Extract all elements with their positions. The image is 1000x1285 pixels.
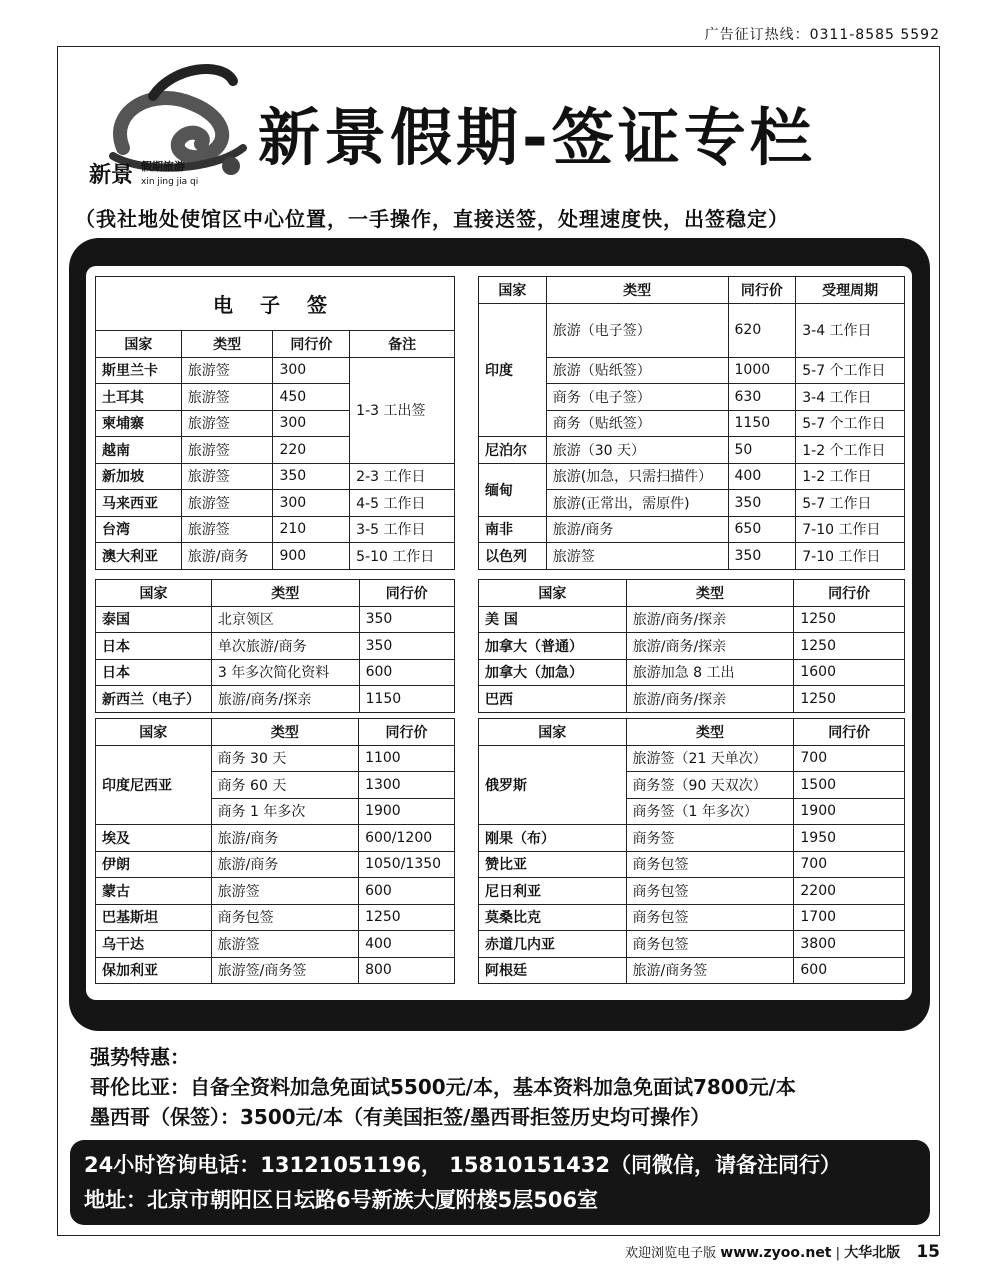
price-cell: 2200 [794,878,905,905]
col-header: 同行价 [728,277,796,304]
type-cell: 旅游签/商务签 [211,957,358,984]
type-cell: 商务（贴纸签） [546,410,728,437]
type-cell: 旅游签 [181,463,273,490]
period-cell: 5-7 个工作日 [796,410,905,437]
note-cell: 4-5 工作日 [350,490,455,517]
note-cell: 1-3 工出签 [350,357,455,463]
footer-url[interactable]: www.zyoo.net [720,1245,832,1261]
specials-mexico: 墨西哥（保签）：3500元/本（有美国拒签/墨西哥拒签历史均可操作） [90,1105,711,1129]
country-cell: 美 国 [479,606,627,633]
table-row [479,931,905,958]
type-cell: 旅游签 [181,410,273,437]
price-cell: 1900 [359,798,455,825]
type-cell: 商务 1 年多次 [211,798,358,825]
business-visa-table-left [95,718,455,984]
price-cell: 1250 [794,606,905,633]
price-cell: 1100 [359,745,455,772]
type-cell: 旅游/商务/探亲 [626,606,794,633]
type-cell: 旅游/商务/探亲 [211,686,359,713]
footer-edition: 大华北版 [844,1245,901,1261]
type-cell: 旅游签 [211,878,358,905]
period-cell: 1-2 工作日 [796,463,905,490]
country-cell: 斯里兰卡 [96,357,182,384]
country-cell: 赞比亚 [479,851,627,878]
col-header: 类型 [211,580,359,607]
type-cell: 旅游签 [181,516,273,543]
type-cell: 旅游签 [181,437,273,464]
type-cell: 商务包签 [211,904,358,931]
price-cell: 1900 [794,798,905,825]
country-cell: 阿根廷 [479,957,627,984]
col-header: 备注 [350,331,455,358]
country-cell: 印度尼西亚 [96,745,212,825]
type-cell: 旅游/商务 [546,516,728,543]
type-cell: 旅游签（21 天单次） [626,745,794,772]
country-cell: 南非 [479,516,547,543]
period-cell: 1-2 个工作日 [796,437,905,464]
price-cell: 620 [728,303,796,357]
table-row [479,686,905,713]
type-cell: 旅游/商务 [211,851,358,878]
price-cell: 1250 [794,686,905,713]
price-cell: 220 [273,437,350,464]
table-row [96,490,455,517]
country-cell: 伊朗 [96,851,212,878]
country-cell: 蒙古 [96,878,212,905]
contact-box [70,1140,930,1225]
price-cell: 1250 [359,904,455,931]
americas-table [478,579,905,713]
table-row [479,437,905,464]
type-cell: 旅游签 [181,357,273,384]
country-cell: 加拿大（加急） [479,659,627,686]
price-cell: 600 [359,878,455,905]
col-header: 类型 [211,719,358,746]
price-cell: 600 [794,957,905,984]
price-cell: 630 [728,384,796,411]
type-cell: 商务签（1 年多次） [626,798,794,825]
type-cell: 旅游/商务/探亲 [626,686,794,713]
col-header: 受理周期 [796,277,905,304]
table-row [96,745,455,772]
price-cell: 1300 [359,772,455,799]
price-cell: 600/1200 [359,825,455,852]
contact-address: 地址：北京市朝阳区日坛路6号新族大厦附楼5层506室 [84,1188,599,1212]
type-cell: 旅游签 [546,543,728,570]
footer-welcome: 欢迎浏览电子版 [625,1246,717,1261]
logo-swirl-icon [120,98,222,157]
footer-separator: | [835,1246,841,1261]
table-row [479,516,905,543]
price-cell: 300 [273,490,350,517]
type-cell: 商务（电子签） [546,384,728,411]
table-row [479,904,905,931]
price-cell: 400 [359,931,455,958]
country-cell: 日本 [96,633,212,660]
table-row [96,357,455,384]
price-cell: 1500 [794,772,905,799]
table-row [479,543,905,570]
price-cell: 700 [794,745,905,772]
price-cell: 350 [728,543,796,570]
col-header: 类型 [546,277,728,304]
table-row [96,633,455,660]
country-cell: 印度 [479,303,547,437]
contact-phone: 24小时咨询电话：13121051196， 15810151432（同微信，请备注同行） [84,1153,841,1177]
table-row [96,543,455,570]
type-cell: 商务包签 [626,878,794,905]
period-cell: 7-10 工作日 [796,516,905,543]
col-header: 国家 [479,580,627,607]
price-cell: 1250 [794,633,905,660]
col-header: 国家 [96,331,182,358]
type-cell: 商务包签 [626,851,794,878]
country-cell: 巴基斯坦 [96,904,212,931]
asia-pacific-table [95,579,455,713]
country-cell: 土耳其 [96,384,182,411]
period-cell: 5-7 个工作日 [796,357,905,384]
business-visa-table-right [478,718,905,984]
country-cell: 马来西亚 [96,490,182,517]
table-row [479,957,905,984]
price-cell: 1600 [794,659,905,686]
country-cell: 莫桑比克 [479,904,627,931]
type-cell: 商务签（90 天双次） [626,772,794,799]
table-row [96,463,455,490]
price-cell: 1150 [359,686,454,713]
table-row [96,904,455,931]
table-row [96,931,455,958]
country-cell: 新西兰（电子） [96,686,212,713]
price-cell: 700 [794,851,905,878]
ad-hotline: 广告征订热线：0311-8585 5592 [704,27,940,43]
table-row [479,878,905,905]
country-cell: 刚果（布） [479,825,627,852]
table-row [96,878,455,905]
type-cell: 旅游/商务 [211,825,358,852]
evisa-table [95,276,455,570]
evisa-title: 电 子 签 [96,277,455,331]
price-cell: 350 [273,463,350,490]
price-cell: 900 [273,543,350,570]
type-cell: 旅游（30 天） [546,437,728,464]
table-row [96,686,455,713]
logo-brand-sub: 假期旅游 [141,160,185,173]
price-cell: 650 [728,516,796,543]
agency-logo [83,56,268,191]
type-cell: 旅游/商务/探亲 [626,633,794,660]
type-cell: 旅游/商务签 [626,957,794,984]
page-title: 新景假期-签证专栏 [258,101,816,174]
col-header: 同行价 [359,580,454,607]
logo-pinyin: xin jing jia qi [141,177,199,187]
table-row [96,851,455,878]
country-cell: 泰国 [96,606,212,633]
price-cell: 350 [359,606,454,633]
table-row [96,957,455,984]
price-cell: 1950 [794,825,905,852]
type-cell: 旅游（贴纸签） [546,357,728,384]
country-cell: 新加坡 [96,463,182,490]
table-row [479,825,905,852]
table-row [96,516,455,543]
price-cell: 300 [273,357,350,384]
country-cell: 柬埔寨 [96,410,182,437]
col-header: 同行价 [794,719,905,746]
table-row [479,633,905,660]
col-header: 国家 [479,277,547,304]
country-cell: 俄罗斯 [479,745,627,825]
asia-visa-table [478,276,905,570]
price-cell: 1700 [794,904,905,931]
country-cell: 埃及 [96,825,212,852]
table-row [479,463,905,490]
price-cell: 450 [273,384,350,411]
special-offers [90,1042,796,1132]
col-header: 类型 [626,719,794,746]
logo-seal-icon [222,157,240,175]
country-cell: 尼日利亚 [479,878,627,905]
col-header: 国家 [96,580,212,607]
country-cell: 保加利亚 [96,957,212,984]
type-cell: 旅游签 [181,490,273,517]
table-row [479,606,905,633]
country-cell: 赤道几内亚 [479,931,627,958]
country-cell: 日本 [96,659,212,686]
price-cell: 800 [359,957,455,984]
note-cell: 5-10 工作日 [350,543,455,570]
type-cell: 商务包签 [626,931,794,958]
price-cell: 600 [359,659,454,686]
price-cell: 350 [728,490,796,517]
price-cell: 210 [273,516,350,543]
period-cell: 3-4 工作日 [796,303,905,357]
country-cell: 以色列 [479,543,547,570]
table-row [479,851,905,878]
country-cell: 台湾 [96,516,182,543]
col-header: 国家 [479,719,627,746]
table-row [96,659,455,686]
table-row [96,825,455,852]
period-cell: 5-7 工作日 [796,490,905,517]
table-row [479,659,905,686]
col-header: 同行价 [273,331,350,358]
price-cell: 300 [273,410,350,437]
type-cell: 旅游(加急，只需扫描件） [546,463,728,490]
country-cell: 乌干达 [96,931,212,958]
col-header: 类型 [181,331,273,358]
type-cell: 旅游签 [211,931,358,958]
price-cell: 1000 [728,357,796,384]
country-cell: 巴西 [479,686,627,713]
specials-colombia: 哥伦比亚：自备全资料加急免面试5500元/本，基本资料加急免面试7800元/本 [90,1075,796,1099]
type-cell: 商务 60 天 [211,772,358,799]
type-cell: 旅游/商务 [181,543,273,570]
col-header: 同行价 [794,580,905,607]
col-header: 类型 [626,580,794,607]
logo-brand: 新景 [89,163,134,188]
country-cell: 缅甸 [479,463,547,516]
type-cell: 3 年多次简化资料 [211,659,359,686]
price-cell: 50 [728,437,796,464]
country-cell: 尼泊尔 [479,437,547,464]
type-cell: 商务 30 天 [211,745,358,772]
col-header: 同行价 [359,719,455,746]
price-cell: 400 [728,463,796,490]
country-cell: 越南 [96,437,182,464]
specials-title: 强势特惠： [90,1045,190,1069]
type-cell: 北京领区 [211,606,359,633]
price-cell: 3800 [794,931,905,958]
table-row [479,745,905,772]
type-cell: 单次旅游/商务 [211,633,359,660]
table-row [479,303,905,357]
type-cell: 商务签 [626,825,794,852]
country-cell: 澳大利亚 [96,543,182,570]
country-cell: 加拿大（普通） [479,633,627,660]
page-number: 15 [916,1242,940,1262]
period-cell: 3-4 工作日 [796,384,905,411]
note-cell: 2-3 工作日 [350,463,455,490]
col-header: 国家 [96,719,212,746]
page-footer [625,1242,940,1262]
price-cell: 1050/1350 [359,851,455,878]
period-cell: 7-10 工作日 [796,543,905,570]
note-cell: 3-5 工作日 [350,516,455,543]
table-row [96,606,455,633]
type-cell: 旅游签 [181,384,273,411]
page-subtitle: （我社地处使馆区中心位置，一手操作，直接送签，处理速度快，出签稳定） [75,207,789,231]
type-cell: 商务包签 [626,904,794,931]
price-cell: 1150 [728,410,796,437]
type-cell: 旅游加急 8 工出 [626,659,794,686]
type-cell: 旅游(正常出，需原件) [546,490,728,517]
price-cell: 350 [359,633,454,660]
type-cell: 旅游（电子签） [546,303,728,357]
